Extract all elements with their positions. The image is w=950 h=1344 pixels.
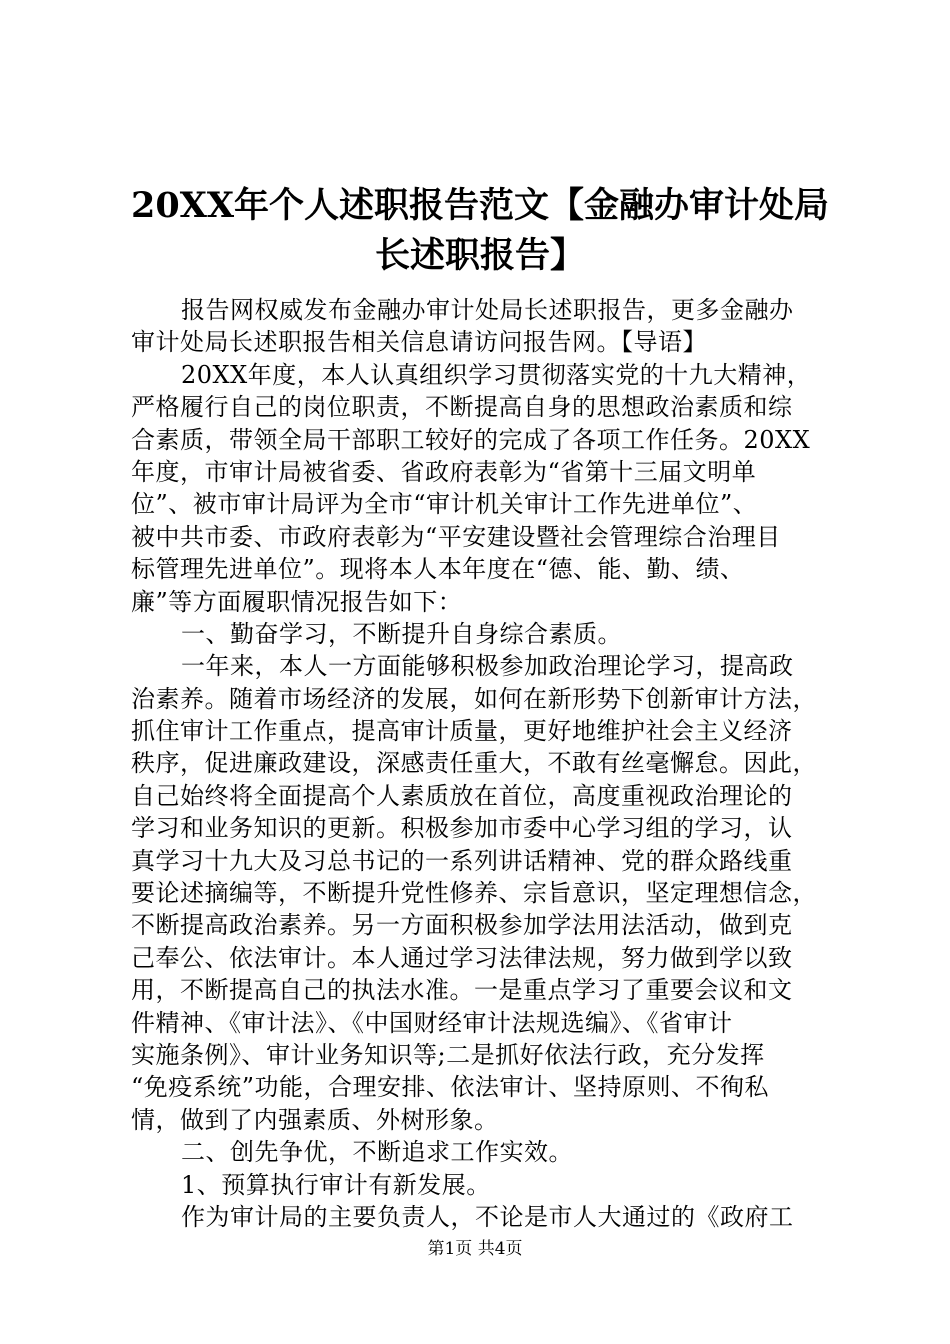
- body-line: 20XX年度，本人认真组织学习贯彻落实党的十九大精神，: [181, 360, 812, 389]
- body-line: 学习和业务知识的更新。积极参加市委中心学习组的学习，认: [131, 814, 793, 843]
- body-line: 二、创先争优，不断追求工作实效。: [181, 1138, 573, 1167]
- body-line: 抓住审计工作重点，提高审计质量，更好地维护社会主义经济: [131, 717, 793, 746]
- body-line: “免疫系统”功能，合理安排、依法审计、坚持原则、不徇私: [131, 1073, 770, 1102]
- body-line: 作为审计局的主要负责人，不论是市人大通过的《政府工: [181, 1202, 794, 1231]
- document-title-line-1: 20XX年个人述职报告范文【金融办审计处局: [130, 185, 830, 226]
- page-footer: 第1页 共4页: [427, 1239, 523, 1259]
- body-line: 年度，市审计局被省委、省政府表彰为“省第十三届文明单: [131, 457, 757, 486]
- body-line: 件精神、《审计法》、《中国财经审计法规选编》、《省审计: [131, 1008, 733, 1037]
- body-line: 一年来，本人一方面能够积极参加政治理论学习，提高政: [181, 652, 794, 681]
- body-line: 用，不断提高自己的执法水准。一是重点学习了重要会议和文: [131, 976, 793, 1005]
- body-line: 不断提高政治素养。另一方面积极参加学法用法活动，做到克: [131, 911, 793, 940]
- body-line: 报告网权威发布金融办审计处局长述职报告，更多金融办: [181, 296, 794, 324]
- body-line: 审计处局长述职报告相关信息请访问报告网。【导语】: [131, 328, 707, 357]
- body-line: 位”、被市审计局评为全市“审计机关审计工作先进单位”、: [131, 490, 758, 519]
- body-line: 己奉公、依法审计。本人通过学习法律法规，努力做到学以致: [131, 943, 793, 972]
- body-line: 真学习十九大及习总书记的一系列讲话精神、党的群众路线重: [131, 846, 793, 875]
- body-line: 一、勤奋学习，不断提升自身综合素质。: [181, 619, 622, 648]
- body-line: 1、预算执行审计有新发展。: [181, 1170, 491, 1199]
- document-title-line-2: 长述职报告】: [374, 235, 585, 276]
- body-line: 自己始终将全面提高个人素质放在首位，高度重视政治理论的: [131, 781, 793, 810]
- body-line: 标管理先进单位”。现将本人本年度在“德、能、勤、绩、: [131, 555, 745, 584]
- body-line: 被中共市委、市政府表彰为“平安建设暨社会管理综合治理目: [131, 522, 781, 551]
- body-line: 治素养。随着市场经济的发展，如何在新形势下创新审计方法，: [131, 684, 817, 713]
- body-line: 秩序，促进廉政建设，深感责任重大，不敢有丝毫懈怠。因此，: [131, 749, 817, 778]
- body-line: 严格履行自己的岗位职责，不断提高自身的思想政治素质和综: [131, 393, 793, 422]
- body-line: 要论述摘编等，不断提升党性修养、宗旨意识，坚定理想信念，: [131, 879, 817, 908]
- body-line: 实施条例》、审计业务知识等;二是抓好依法行政，充分发挥: [131, 1040, 765, 1069]
- body-line: 情，做到了内强素质、外树形象。: [131, 1105, 499, 1134]
- document-body: [131, 294, 831, 1233]
- body-line: 廉”等方面履职情况报告如下：: [131, 587, 463, 616]
- body-line: 合素质，带领全局干部职工较好的完成了各项工作任务。20XX: [131, 425, 811, 454]
